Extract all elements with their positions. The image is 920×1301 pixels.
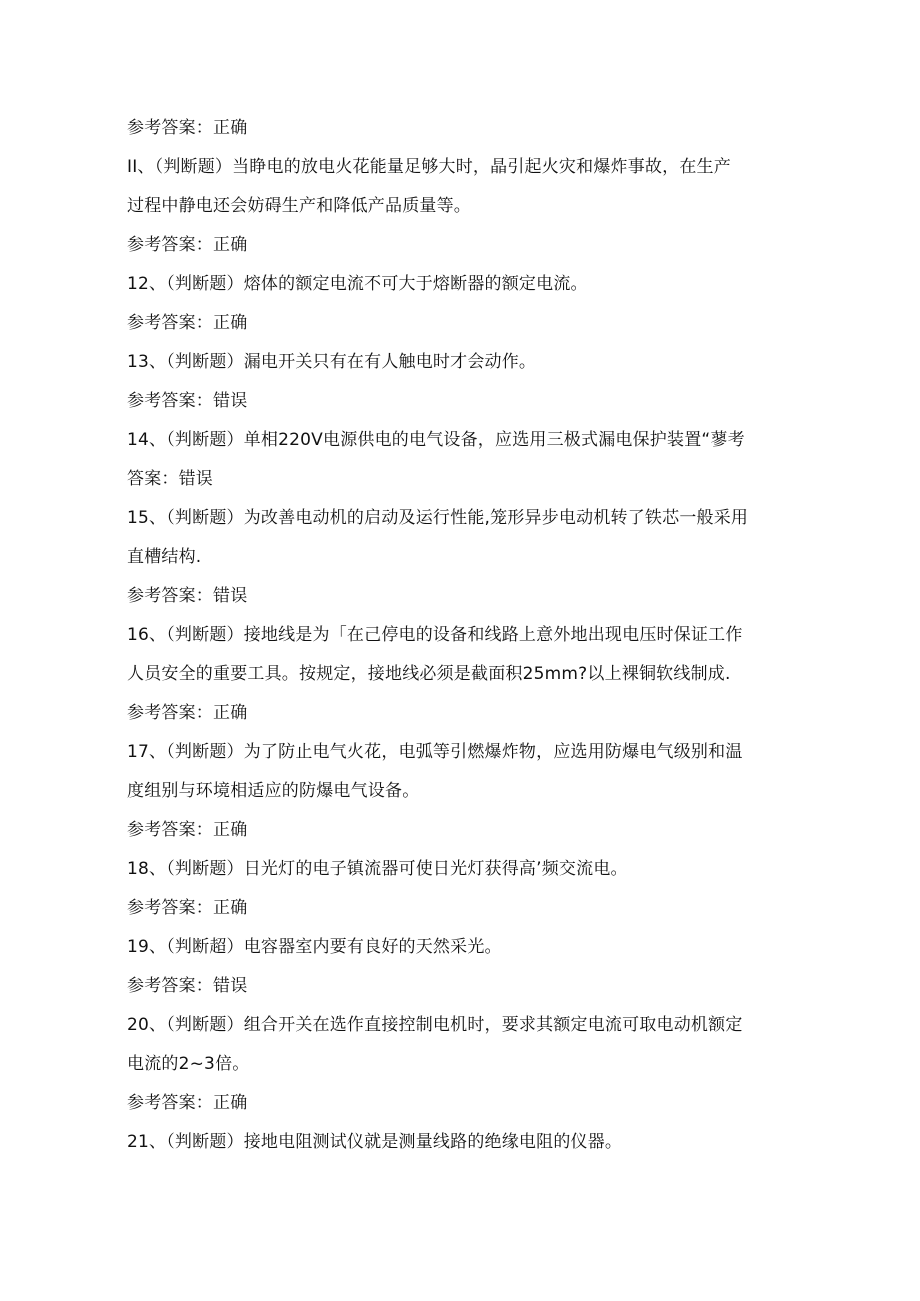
question-list — [127, 117, 795, 1170]
question-item — [127, 507, 795, 568]
question-text-line: 21、（判断题）接地电阻测试仪就是测量线路的绝缘电阻的仪器。 — [127, 1132, 623, 1152]
question-text-line: 20、（判断题）组合开关在选作直接控制电机时，要求其额定电流可取电动机额定 — [127, 1015, 743, 1035]
question-text-line: 15、（判断题）为改善电动机的启动及运行性能,笼形异步电动机转了铁芯一般采用 — [127, 508, 749, 528]
question-item — [127, 741, 795, 802]
answer-line: 参考答案：正确 — [127, 898, 248, 918]
question-text-line: 17、（判断题）为了防止电气火花，电弧等引燃爆炸物，应选用防爆电气级别和温 — [127, 742, 743, 762]
answer-line: 参考答案：错误 — [127, 586, 248, 606]
answer-line: 参考答案：错误 — [127, 391, 248, 411]
answer-line: 参考答案：正确 — [127, 820, 248, 840]
answer-line: 参考答案：正确 — [127, 313, 248, 333]
question-item — [127, 936, 795, 958]
question-text-line: 直槽结构. — [127, 547, 202, 567]
question-item — [127, 858, 795, 880]
question-item — [127, 1014, 795, 1075]
question-text-line: II、（判断题）当睁电的放电火花能量足够大时，晶引起火灾和爆炸事故，在生产 — [127, 157, 731, 177]
question-text-line: 答案：错误 — [127, 469, 213, 489]
question-item — [127, 429, 795, 490]
question-item — [127, 1131, 795, 1153]
question-item — [127, 156, 795, 217]
question-text-line: 13、（判断题）漏电开关只有在有人触电时才会动作。 — [127, 352, 537, 372]
question-item — [127, 624, 795, 685]
question-item — [127, 273, 795, 295]
question-text-line: 14、（判断题）单相220V电源供电的电气设备，应选用三极式漏电保护装置“蓼考 — [127, 430, 745, 450]
question-text-line: 人员安全的重要工具。按规定，接地线必须是截面积25mm?以上裸铜软线制成. — [127, 664, 731, 684]
question-text-line: 19、（判断超）电容器室内要有良好的天然采光。 — [127, 937, 502, 957]
answer-line: 参考答案：正确 — [127, 1093, 248, 1113]
answer-line: 参考答案：正确 — [127, 235, 248, 255]
answer-line: 参考答案：正确 — [127, 703, 248, 723]
question-text-line: 度组别与环境相适应的防爆电气设备。 — [127, 781, 420, 801]
question-text-line: 过程中静电还会妨碍生产和降低产品质量等。 — [127, 196, 471, 216]
question-text-line: 12、（判断题）熔体的额定电流不可大于熔断器的额定电流。 — [127, 274, 588, 294]
question-text-line: 电流的2~3倍。 — [127, 1054, 250, 1074]
question-item — [127, 351, 795, 373]
answer-line: 参考答案：正确 — [127, 118, 248, 138]
question-text-line: 18、（判断题）日光灯的电子镇流器可使日光灯获得高’频交流电。 — [127, 859, 628, 879]
question-text-line: 16、（判断题）接地线是为「在己停电的设备和线路上意外地出现电压时保证工作 — [127, 625, 743, 645]
answer-line: 参考答案：错误 — [127, 976, 248, 996]
